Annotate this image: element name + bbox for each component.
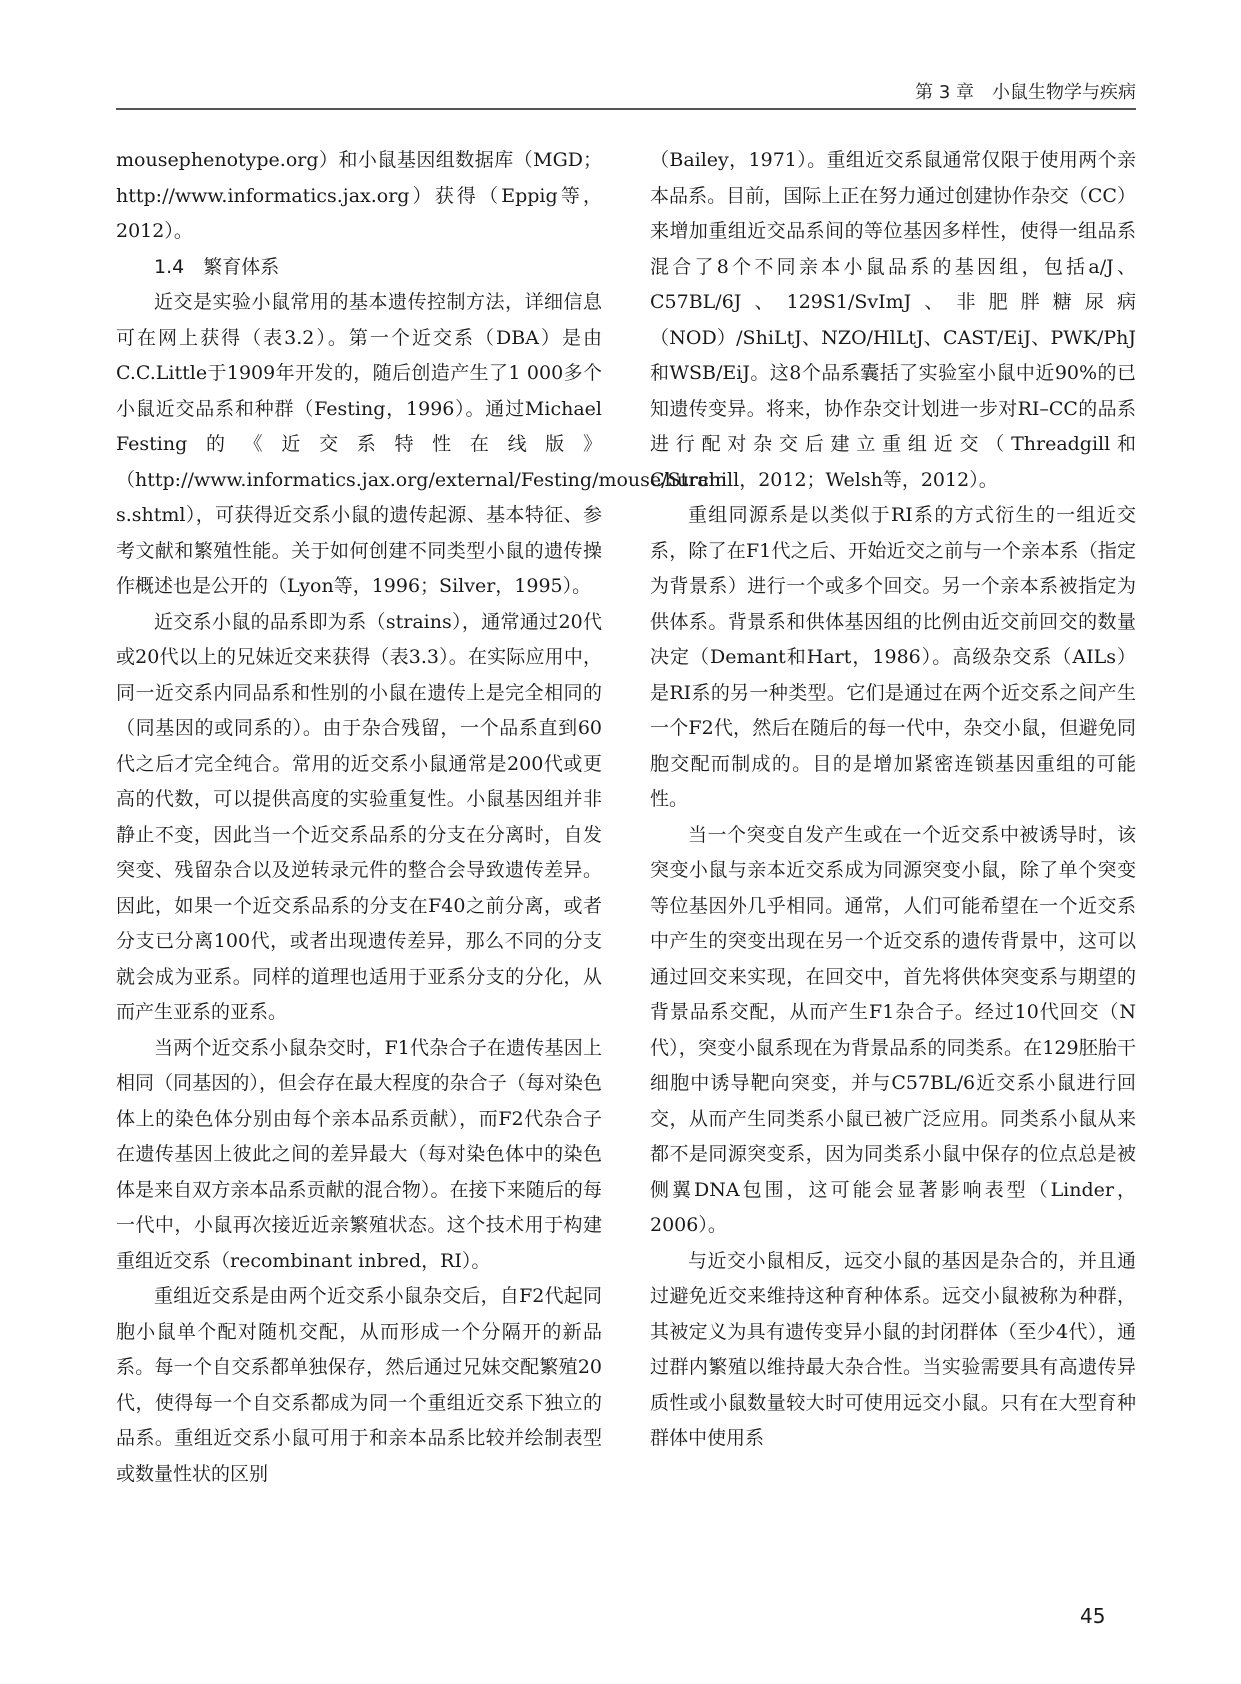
paragraph: 与近交小鼠相反，远交小鼠的基因是杂合的，并且通过避免近交来维持这种育种体系。远交小鼠被称为种群，其被定义为具有遗传变异小鼠的封闭群体（至少4代），通过群内繁殖以维持最大杂合性。当实验需要具有高遗传异质性或小鼠数量较大时可使用远交小鼠。只有在大型育种群体中使用系 [650, 1249, 1136, 1449]
paragraph-continued: （Bailey，1971）。重组近交系鼠通常仅限于使用两个亲本品系。目前，国际上正在努力通过创建协作杂交（CC）来增加重组近交品系间的等位基因多样性，使得一组品系混合了8个不同亲本小鼠品系的基因组，包括a/J、C57BL/6J、129S1/SvImJ、非肥胖糖尿病（NOD）/ShiLtJ、NZO/HlLtJ、CAST/EiJ、PWK/PhJ和WSB/EiJ。这8个品系囊括了实验室小鼠中近90%的已知遗传变异。将来，协作杂交计划进一步对RI–CC的品系进行配对杂交后建立重组近交（Threadgill和Churchill，2012；Welsh等，2012）。 [650, 149, 1136, 491]
left-column [116, 143, 727, 1492]
paragraph: 近交是实验小鼠常用的基本遗传控制方法，详细信息可在网上获得（表3.2）。第一个近交系（DBA）是由C.C.Little于1909年开发的，随后创造产生了1 000多个小鼠近交品系和种群（Festing，1996）。通过Michael Festing的《近交系特性在线版》（http://www.informatics.jax.org/external/Festing/mouse/Strain s.shtml），可获得近交系小鼠的遗传起源、基本特征、参考文献和繁殖性能。关于如何创建不同类型小鼠的遗传操作概述也是公开的（Lyon等，1996；Silver，1995）。 [116, 291, 727, 597]
paragraph: 重组近交系是由两个近交系小鼠杂交后，自F2代起同胞小鼠单个配对随机交配，从而形成一个分隔开的新品系。每一个自交系都单独保存，然后通过兄妹交配繁殖20代，使得每一个自交系都成为同一个重组近交系下独立的品系。重组近交系小鼠可用于和亲本品系比较并绘制表型或数量性状的区别 [116, 1285, 602, 1485]
page-number: 45 [1080, 1604, 1106, 1628]
paragraph: 当一个突变自发产生或在一个近交系中被诱导时，该突变小鼠与亲本近交系成为同源突变小鼠，除了单个突变等位基因外几乎相同。通常，人们可能希望在一个近交系中产生的突变出现在另一个近交系的遗传背景中，这可以通过回交来实现，在回交中，首先将供体突变系与期望的背景品系交配，从而产生F1杂合子。经过10代回交（N代），突变小鼠系现在为背景品系的同类系。在129胚胎干细胞中诱导靶向突变，并与C57BL/6近交系小鼠进行回交，从而产生同类系小鼠已被广泛应用。同类系小鼠从来都不是同源突变系，因为同类系小鼠中保存的位点总是被侧翼DNA包围，这可能会显著影响表型（Linder，2006）。 [650, 823, 1136, 1236]
paragraph: 当两个近交系小鼠杂交时，F1代杂合子在遗传基因上相同（同基因的），但会存在最大程度的杂合子（每对染色体上的染色体分别由每个亲本品系贡献），而F2代杂合子在遗传基因上彼此之间的差异最大（每对染色体中的染色体是来自双方亲本品系贡献的混合物）。在接下来随后的每一代中，小鼠再次接近近亲繁殖状态。这个技术用于构建重组近交系（recombinant inbred，RI）。 [116, 1036, 602, 1272]
right-column [650, 143, 1136, 1457]
paragraph-continued: mousephenotype.org）和小鼠基因组数据库（MGD；http://www.informatics.jax.org）获得（Eppig等，2012）。 [116, 149, 602, 242]
paragraph: 重组同源系是以类似于RI系的方式衍生的一组近交系，除了在F1代之后、开始近交之前与一个亲本系（指定为背景系）进行一个或多个回交。另一个亲本系被指定为供体系。背景系和供体基因组的比例由近交前回交的数量决定（Demant和Hart，1986）。高级杂交系（AILs）是RI系的另一种类型。它们是通过在两个近交系之间产生一个F2代，然后在随后的每一代中，杂交小鼠，但避免同胞交配而制成的。目的是增加紧密连锁基因重组的可能性。 [650, 504, 1136, 810]
running-header: 第 3 章 小鼠生物学与疾病 [915, 82, 1136, 103]
header-divider [116, 108, 1136, 110]
paragraph: 近交系小鼠的品系即为系（strains），通常通过20代或20代以上的兄妹近交来获得（表3.3）。在实际应用中，同一近交系内同品系和性别的小鼠在遗传上是完全相同的（同基因的或同系的）。由于杂合残留，一个品系直到60代之后才完全纯合。常用的近交系小鼠通常是200代或更高的代数，可以提供高度的实验重复性。小鼠基因组并非静止不变，因此当一个近交系品系的分支在分离时，自发突变、残留杂合以及逆转录元件的整合会导致遗传差异。因此，如果一个近交系品系的分支在F40之前分离，或者分支已分离100代，或者出现遗传差异，那么不同的分支就会成为亚系。同样的道理也适用于亚系分支的分化，从而产生亚系的亚系。 [116, 610, 602, 1023]
section-heading: 1.4 繁育体系 [154, 255, 280, 278]
